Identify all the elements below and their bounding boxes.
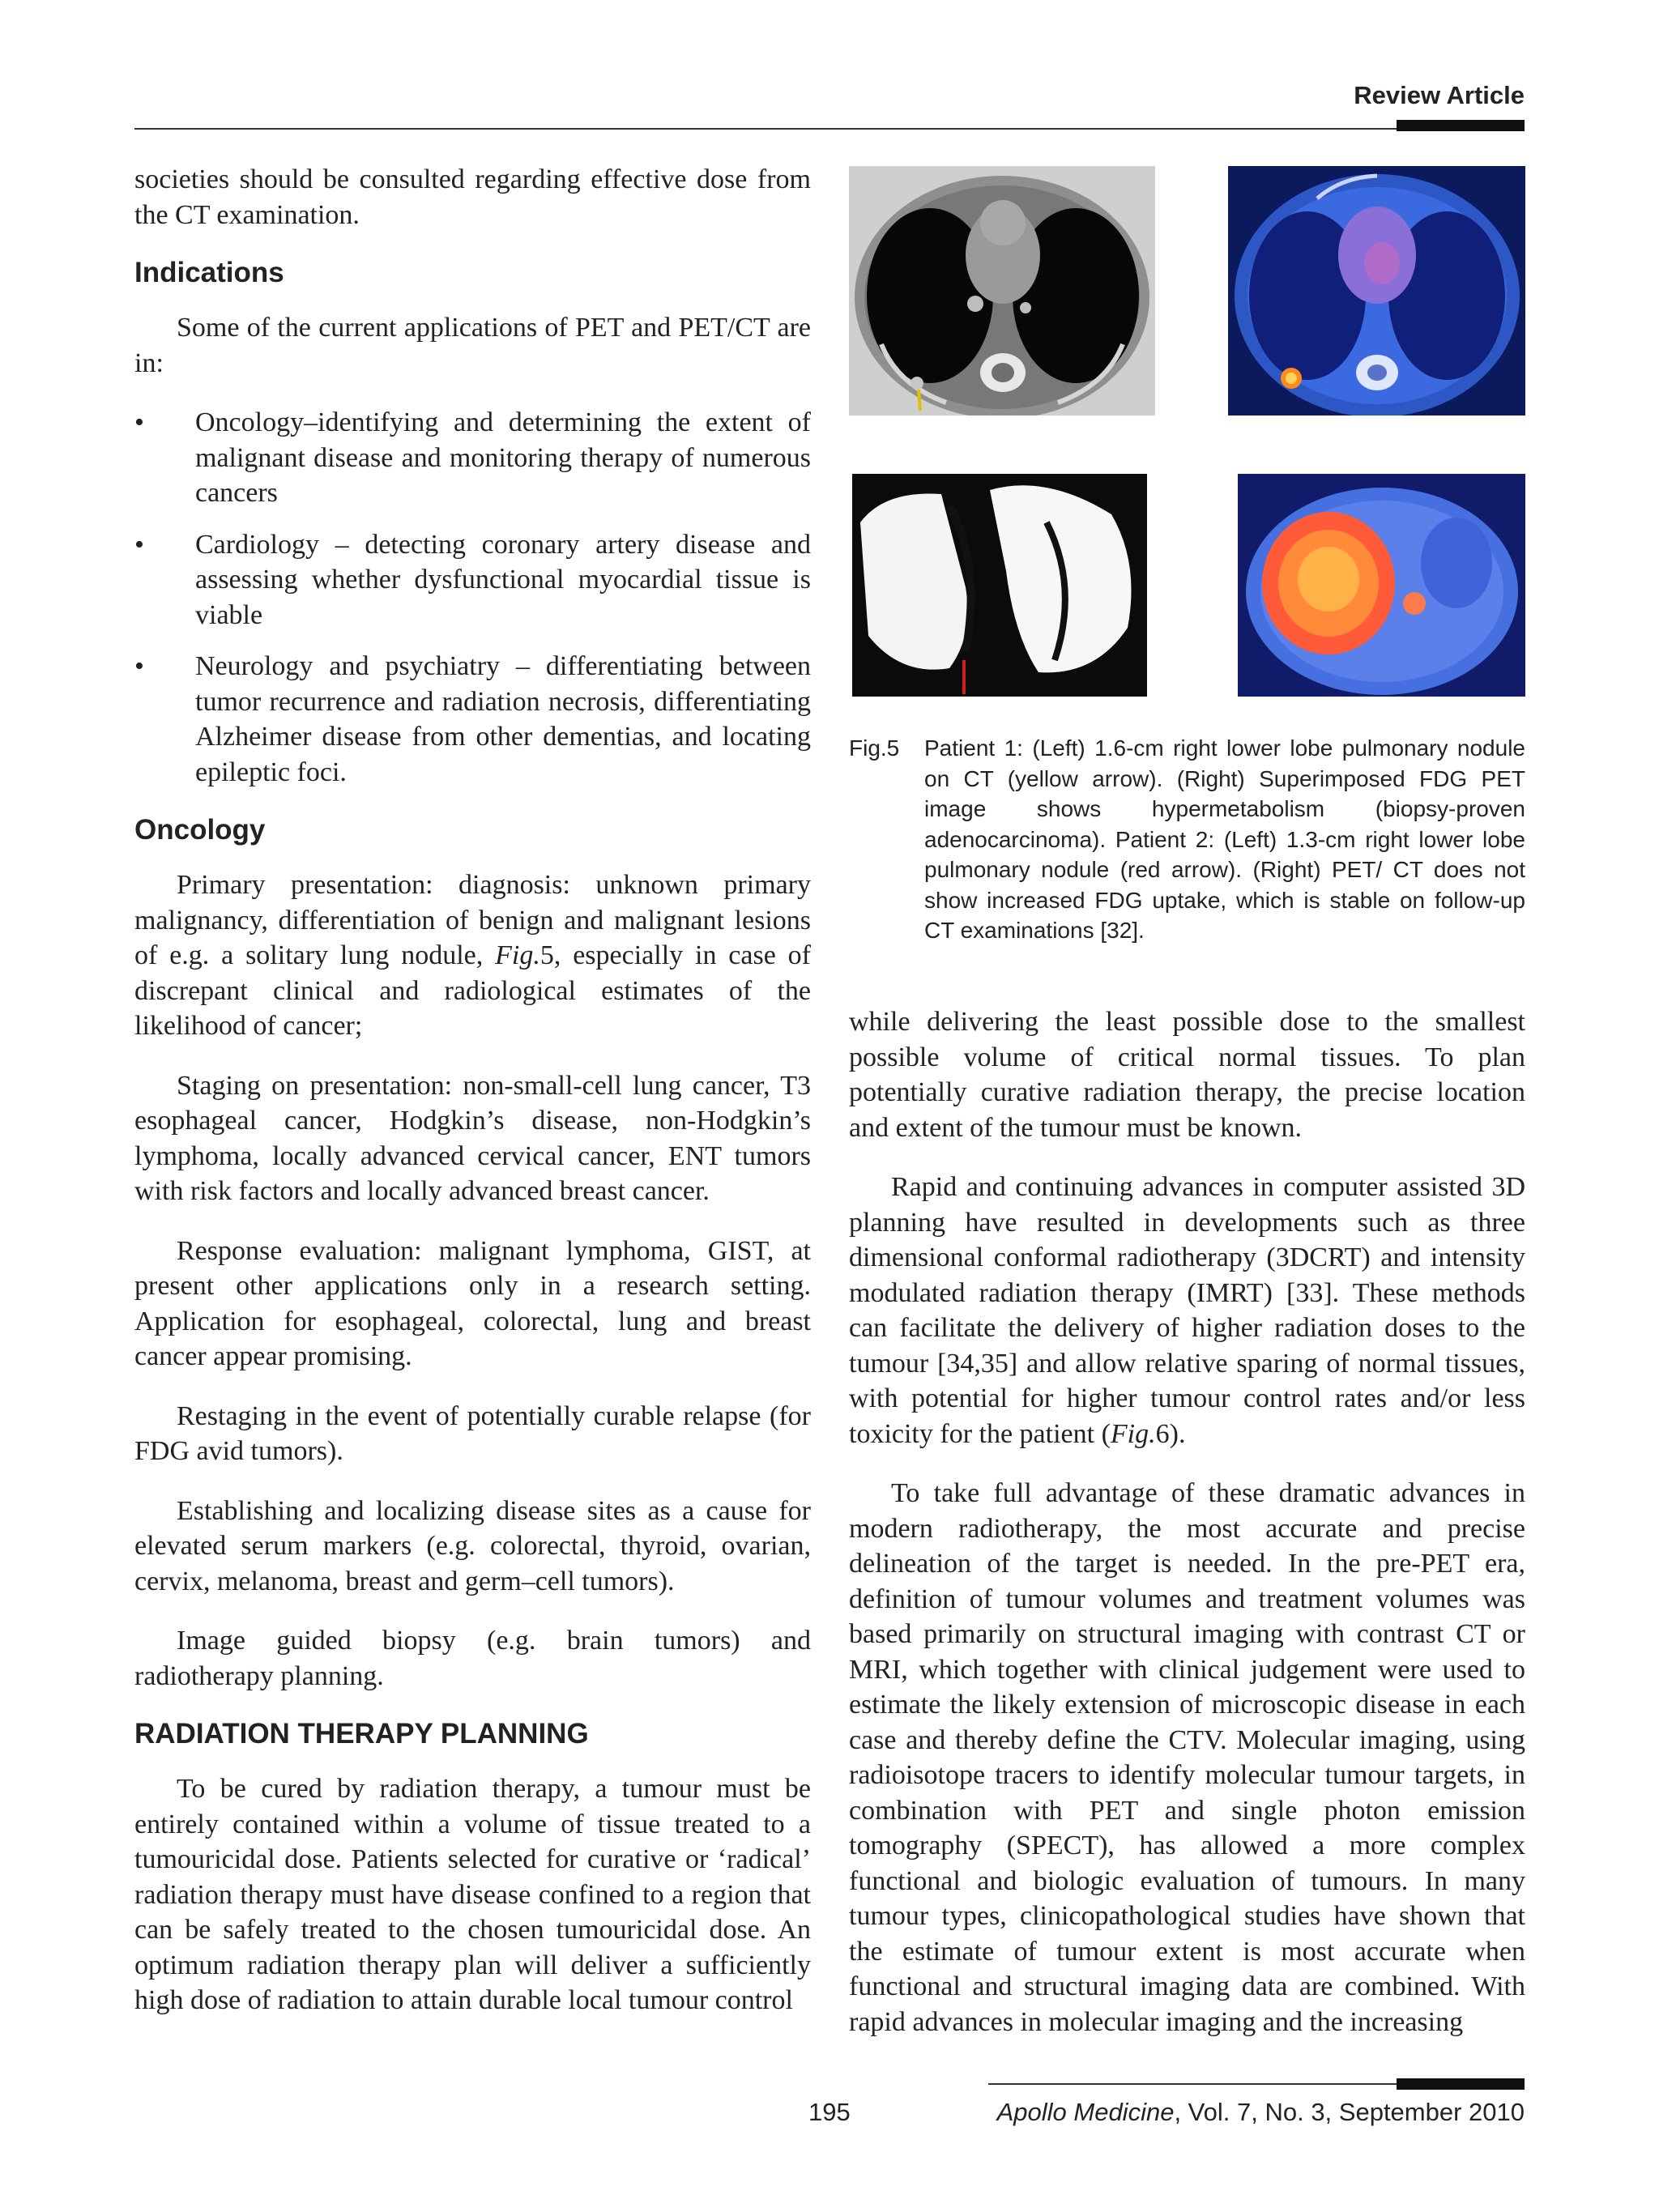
figure-reference: Fig. (495, 940, 540, 970)
ct-image-patient-2 (852, 474, 1147, 697)
volume-info: , Vol. 7, No. 3, September 2010 (1174, 2098, 1525, 2126)
section-label: Review Article (1354, 81, 1525, 109)
figure-number: Fig.5 (849, 735, 900, 761)
ct-image-patient-1 (849, 166, 1155, 416)
paragraph-text: Primary presentation: diagnosis: unknown primary malignancy, differentiation of benign and malignant lesions of e.g. a solitary lung nodule, (134, 870, 811, 970)
paragraph-staging: Staging on presentation: non-small-cell lung cancer, T3 esophageal cancer, Hodgkin’s disease, non-Hodgkin’s lymphoma, locally advanced cervical cancer, ENT tumors with risk factors and locally advanced breast cancer. (134, 1070, 811, 1206)
paragraph-primary-presentation (134, 867, 811, 1044)
page-number: 195 (808, 2098, 851, 2126)
heading-indications: Indications (134, 257, 284, 288)
paragraph-text: 6). (1155, 1418, 1186, 1449)
pet-ct-image-patient-2 (1238, 474, 1525, 697)
header-accent-bar (1397, 120, 1525, 131)
header-rule (134, 128, 1525, 130)
left-column (134, 162, 811, 2043)
intro-continuation: societies should be consulted regarding effective dose from the CT examination. (134, 164, 811, 230)
indications-lead: Some of the current applications of PET and PET/CT are in: (134, 313, 811, 378)
footer-accent-bar (1397, 2078, 1525, 2090)
figure-caption-text: Patient 1: (Left) 1.6-cm right lower lobe pulmonary nodule on CT (yellow arrow). (Right) Superimposed FDG PET image shows hypermetabolism (biopsy-proven adenocarcinoma). Patient 2: (Left) 1.3-cm right lower lobe pulmonary nodule (red arrow). (Right) PET/ CT does not show increased FDG uptake, which is stable on follow-up CT examinations [32]. (924, 735, 1525, 943)
figure-caption (849, 733, 1525, 946)
paragraph-serum-markers: Establishing and localizing disease sites as a cause for elevated serum markers (e.g. colorectal, thyroid, ovarian, cervix, melanoma, breast and germ–cell tumors). (134, 1495, 811, 1596)
right-column (849, 1004, 1525, 2064)
paragraph-restaging: Restaging in the event of potentially curable relapse (for FDG avid tumors). (134, 1400, 811, 1466)
paragraph-molecular-imaging: To take full advantage of these dramatic advances in modern radiotherapy, the most accurate and precise delineation of the target is needed. In the pre-PET era, definition of tumour volumes and treatment volumes was based primarily on structural imaging with contrast CT or MRI, which together with clinical judgement were used to estimate the likely extension of microscopic disease in each case and thereby define the CTV. Molecular imaging, using radioisotope tracers to identify molecular tumour targets, in combination with PET and single photon emission tomography (SPECT), has allowed a more complex functional and biologic evaluation of tumours. In many tumour types, clinicopathological studies have shown that the estimate of tumour extent is most accurate when functional and structural imaging data are combined. With rapid advances in molecular imaging and the increasing (849, 1478, 1525, 2037)
paragraph-text: 5, especially in case of discrepant clinical and radiological estimates of the likelihood of cancer; (134, 940, 811, 1041)
paragraph-rtp: To be cured by radiation therapy, a tumour must be entirely contained within a volume of tissue treated to a tumouricidal dose. Patients selected for curative or ‘radical’ radiation therapy must have disease confined to a region that can be safely treated to the chosen tumouricidal dose. An optimum radiation therapy plan will deliver a sufficiently high dose of radiation to attain durable local tumour control (134, 1774, 811, 2015)
paragraph-image-guided: Image guided biopsy (e.g. brain tumors) and radiotherapy planning. (134, 1626, 811, 1691)
heading-radiation-therapy-planning: RADIATION THERAPY PLANNING (134, 1718, 589, 1750)
figure-5 (849, 166, 1525, 697)
figure-reference: Fig. (1110, 1418, 1156, 1449)
paragraph-3d-planning (849, 1170, 1525, 1451)
indications-list (134, 405, 811, 790)
journal-citation (997, 2098, 1525, 2127)
heading-oncology: Oncology (134, 814, 266, 846)
paragraph-continuation: while delivering the least possible dose to the smallest possible volume of critical normal tissues. To plan potentially curative radiation therapy, the precise location and extent of the tumour must be known. (849, 1007, 1525, 1143)
paragraph-response-evaluation: Response evaluation: malignant lymphoma, GIST, at present other applications only in a research setting. Application for esophageal, colorectal, lung and breast cancer appear promising. (134, 1235, 811, 1371)
paragraph-text: Rapid and continuing advances in computer assisted 3D planning have resulted in developments such as three dimensional conformal radiotherapy (3DCRT) and intensity modulated radiation therapy (IMRT) [33]. These methods can facilitate the delivery of higher radiation doses to the tumour [34,35] and allow relative sparing of normal tissues, with potential for higher tumour control rates and/or less toxicity for the patient ( (849, 1172, 1525, 1449)
pet-ct-image-patient-1 (1228, 166, 1525, 416)
list-item: • Oncology–identifying and determining the extent of malignant disease and monitoring therapy of numerous cancers (134, 405, 811, 511)
list-item: • Cardiology – detecting coronary artery disease and assessing whether dysfunctional myocardial tissue is viable (134, 527, 811, 633)
list-item: • Neurology and psychiatry – differentiating between tumor recurrence and radiation necrosis, differentiating Alzheimer disease from other dementias, and locating epileptic foci. (134, 649, 811, 790)
journal-name: Apollo Medicine (996, 2098, 1175, 2126)
